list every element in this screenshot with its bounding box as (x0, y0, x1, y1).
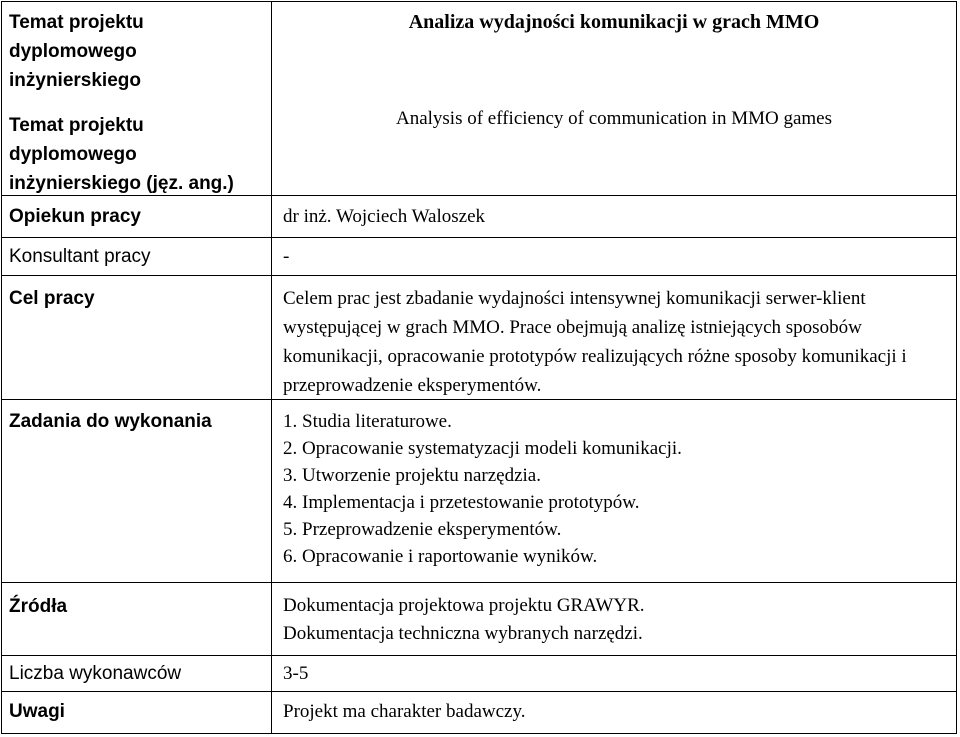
goal-label: Cel pracy (2, 276, 272, 399)
row-tasks (2, 400, 956, 583)
performers-value: 3-5 (283, 663, 309, 684)
consultant-label: Konsultant pracy (2, 238, 272, 275)
task-item: 4. Implementacja i przetestowanie prototypów. (283, 492, 640, 513)
row-sources (2, 583, 956, 656)
task-item: 5. Przeprowadzenie eksperymentów. (283, 519, 562, 540)
tasks-label: Zadania do wykonania (2, 400, 272, 582)
topic-pl-label: Temat projektu dyplomowego inżynierskiego (9, 12, 144, 91)
row-notes (2, 692, 956, 733)
task-item: 3. Utworzenie projektu narzędzia. (283, 465, 541, 486)
sources-label: Źródła (2, 583, 272, 655)
row-consultant (2, 238, 956, 276)
topic-values (272, 2, 956, 195)
source-item: Dokumentacja projektowa projektu GRAWYR. (283, 595, 645, 616)
consultant-value: - (283, 246, 290, 267)
notes-value: Projekt ma charakter badawczy. (283, 701, 526, 722)
project-form-table (1, 1, 957, 734)
task-item: 2. Opracowanie systematyzacji modeli komunikacji. (283, 438, 682, 459)
row-performers (2, 656, 956, 692)
sources-list (272, 583, 956, 655)
topic-en-label: Temat projektu dyplomowego inżynierskiego (jęz. ang.) (9, 115, 234, 194)
topic-en-value: Analysis of efficiency of communication in MMO games (395, 108, 833, 129)
row-supervisor (2, 196, 956, 238)
supervisor-value: dr inż. Wojciech Waloszek (283, 206, 486, 227)
task-item: 6. Opracowanie i raportowanie wyników. (283, 546, 598, 567)
supervisor-label: Opiekun pracy (2, 196, 272, 237)
source-item: Dokumentacja techniczna wybranych narzędzi. (283, 623, 643, 644)
row-topic (2, 2, 956, 196)
topic-labels (2, 2, 272, 195)
row-goal (2, 276, 956, 400)
tasks-list (272, 400, 956, 582)
goal-value: Celem prac jest zbadanie wydajności intensywnej komunikacji serwer-klient występującej w grach MMO. Prace obejmują analizę istniejących sposobów komunikacji, opracowanie prototypów realizujących różne sposoby komunikacji i przeprowadzenie eksperymentów. (283, 288, 907, 396)
performers-label: Liczba wykonawców (2, 656, 272, 691)
task-item: 1. Studia literaturowe. (283, 411, 452, 432)
notes-label: Uwagi (2, 692, 272, 733)
topic-pl-value: Analiza wydajności komunikacji w grach MMO (408, 11, 820, 33)
